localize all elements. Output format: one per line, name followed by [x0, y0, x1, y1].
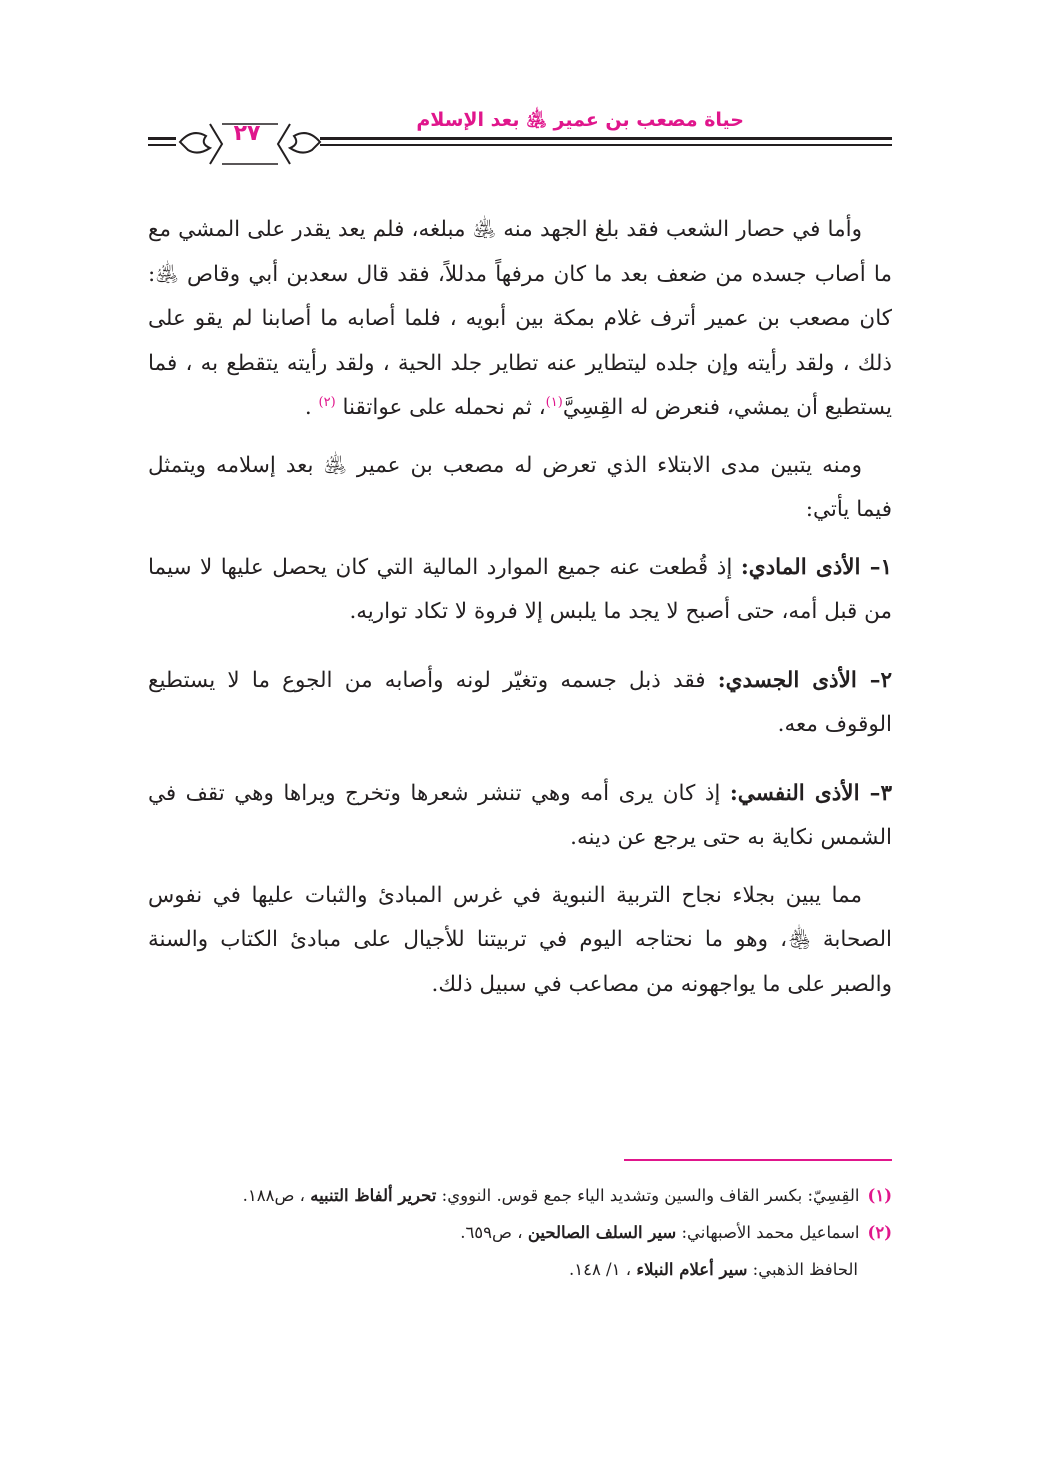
list-item-1-term: ١– الأذى المادي:: [740, 554, 893, 580]
footnote-separator: [624, 1159, 892, 1161]
footnotes: [148, 1178, 892, 1289]
paragraph-1-end: .: [304, 395, 312, 420]
paragraph-1-text-cont: ، ثم نحمله على عواتقنا: [342, 395, 546, 420]
footnote-2-number: (٢): [867, 1223, 892, 1242]
list-item-3: [148, 772, 892, 861]
footnote-1-source: تحرير ألفاظ التنبيه: [310, 1186, 437, 1205]
footnote-2-text: اسماعيل محمد الأصبهاني:: [681, 1223, 860, 1242]
paragraph-1: [148, 208, 892, 431]
footnote-1-text: القِسِيّ: بكسر القاف والسين وتشديد الياء جمع قوس. النووي:: [441, 1186, 860, 1205]
page-header: [148, 100, 892, 190]
footnote-1: [148, 1178, 892, 1213]
paragraph-3: مما يبين بجلاء نجاح التربية النبوية في غرس المبادئ والثبات عليها في نفوس الصحابة ﵃، وهو ما نحتاجه اليوم في تربيتنا للأجيال على مبادئ الكتاب والسنة والصبر على ما يواجهونه من مصاعب في سبيل ذلك.: [148, 882, 892, 997]
list-item-2-term: ٢– الأذى الجسدي:: [717, 667, 893, 693]
page-number: ٢٧: [233, 121, 261, 146]
footnote-3-page: ، ١/ ١٤٨.: [568, 1260, 632, 1279]
list-item-2-text: فقد ذبل جسمه وتغيّر لونه وأصابه من الجوع ما لا يستطيع الوقوف معه.: [148, 667, 892, 737]
header-rule-thin: [320, 144, 892, 146]
footnote-3-source: سير أعلام النبلاء: [636, 1260, 748, 1279]
list-item-3-text: إذ كان يرى أمه وهي تنشر شعرها وتخرج ويراها وهي تقف في الشمس نكاية به حتى يرجع عن دينه.: [148, 780, 892, 850]
main-text: [148, 208, 892, 1020]
footnote-2-cont: [148, 1252, 858, 1287]
footnote-2-source: سير السلف الصالحين: [527, 1223, 677, 1242]
footnote-3-text: الحافظ الذهبي:: [752, 1260, 858, 1279]
paragraph-1-text: وأما في حصار الشعب فقد بلغ الجهد منه ﵁ مبلغه، فلم يعد يقدر على المشي مع ما أصاب جسده من ضعف بعد ما كان مرفهاً مدللاً، فقد قال سعدبن أبي وقاص ﵁: كان مصعب بن عمير أترف غلام بمكة بين أبويه ، فلما أصابه ما أصابنا لم يقو على ذلك ، ولقد رأيته وإن جلده ليتطاير عنه تطاير جلد الحية ، ولقد رأيته يتقطع به ، فما يستطيع أن يمشي، فنعرض له القِسِيَّ: [148, 217, 892, 420]
running-title: حياة مصعب بن عمير ﵁ بعد الإسلام: [416, 109, 744, 131]
footnote-1-number: (١): [867, 1186, 892, 1205]
list-item-3-term: ٣– الأذى النفسي:: [729, 780, 892, 806]
footnote-ref-2[interactable]: (٢): [318, 394, 336, 410]
footnote-2-page: ، ص٦٥٩.: [460, 1223, 523, 1242]
header-rule: [320, 137, 892, 140]
footnote-ref-1[interactable]: (١): [545, 394, 563, 410]
list-item-1-text: إذ قُطعت عنه جميع الموارد المالية التي كان يحصل عليها لا سيما من قبل أمه، حتى أصبح لا يجد ما يلبس إلا فروة لا تكاد تواريه.: [148, 554, 892, 624]
list-item-1: [148, 546, 892, 635]
footnote-1-page: ، ص١٨٨.: [242, 1186, 305, 1205]
list-item-2: [148, 659, 892, 748]
footnote-2: [148, 1215, 892, 1250]
paragraph-2: ومنه يتبين مدى الابتلاء الذي تعرض له مصعب بن عمير ﵁ بعد إسلامه ويتمثل فيما يأتي:: [148, 452, 892, 522]
